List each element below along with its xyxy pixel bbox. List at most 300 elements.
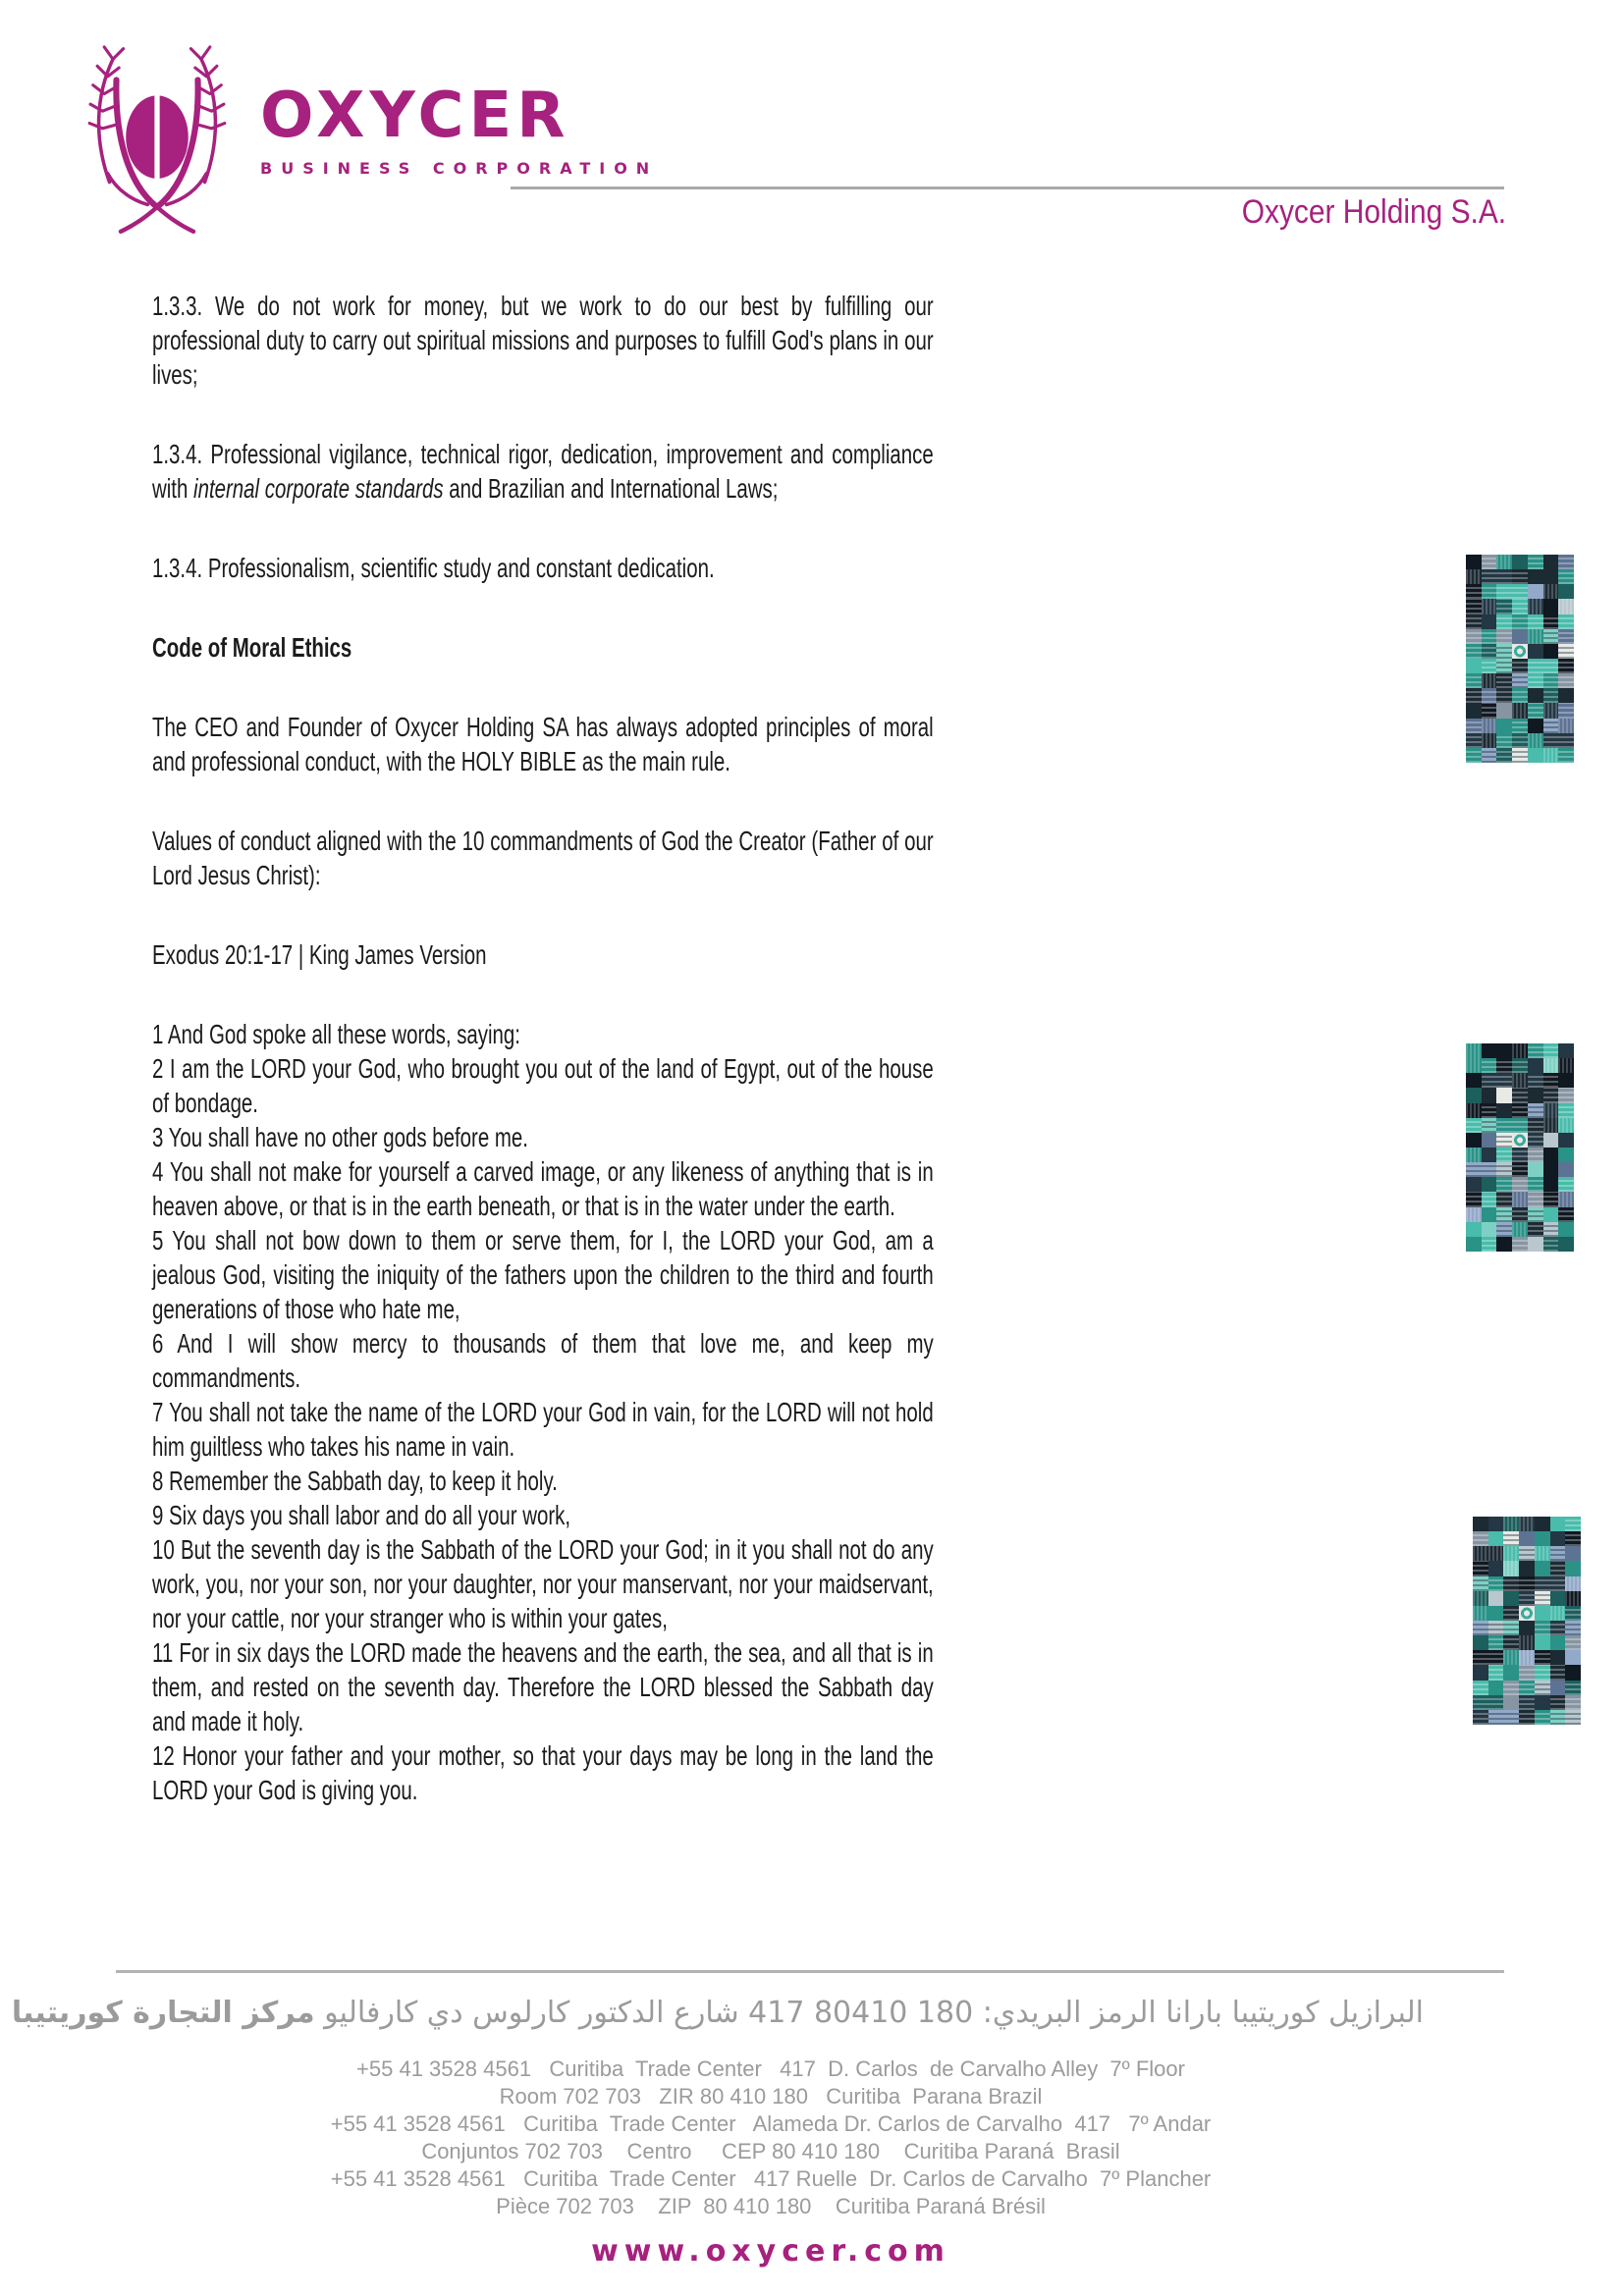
mosaic-tile (1543, 644, 1559, 659)
mosaic-tile (1473, 1546, 1488, 1561)
mosaic-tile (1466, 1177, 1482, 1192)
mosaic-tile (1488, 1635, 1504, 1650)
mosaic-tile (1482, 1088, 1497, 1102)
mosaic-tile (1488, 1665, 1504, 1680)
mosaic-tile (1466, 1043, 1482, 1058)
mosaic-tile (1550, 1621, 1566, 1635)
mosaic-tile (1550, 1606, 1566, 1621)
mosaic-tile (1488, 1517, 1504, 1531)
mosaic-tile (1488, 1695, 1504, 1710)
mosaic-tile (1550, 1591, 1566, 1606)
mosaic-tile (1519, 1561, 1535, 1575)
mosaic-tile (1503, 1650, 1519, 1665)
paragraph-exodus: Exodus 20:1-17 | King James Version (152, 939, 487, 970)
arabic-address-trade-center: مركز التجارة كوريتيبا (11, 1996, 315, 2030)
mosaic-tile (1535, 1606, 1550, 1621)
mosaic-tile (1466, 1207, 1482, 1222)
mosaic-tile (1543, 1088, 1559, 1102)
mosaic-tile (1482, 1222, 1497, 1237)
mosaic-tile (1496, 1237, 1512, 1252)
mosaic-tile (1565, 1635, 1581, 1650)
paragraph-ceo: The CEO and Founder of Oxycer Holding SA has always adopted principles of moral and professional conduct, with the HOLY BIBLE as the main rule. (152, 712, 934, 776)
verse-line-11: 11 For in six days the LORD made the heavens and the earth, the sea, and all that is in them, and rested on the seventh day. Therefore the LORD blessed the Sabbath day and made it holy. (152, 1637, 934, 1736)
mosaic-tile (1519, 1576, 1535, 1591)
mosaic-tile (1558, 555, 1574, 569)
mosaic-tile (1543, 599, 1559, 614)
mosaic-tile (1528, 584, 1543, 599)
mosaic-tile (1519, 1695, 1535, 1710)
mosaic-tile (1496, 584, 1512, 599)
mosaic-tile (1519, 1650, 1535, 1665)
mosaic-tile (1543, 569, 1559, 584)
mosaic-tile (1558, 748, 1574, 763)
website-link[interactable]: www.oxycer.com (591, 2234, 950, 2269)
mosaic-tile (1528, 1103, 1543, 1118)
mosaic-tile (1512, 1207, 1528, 1222)
mosaic-tile (1558, 1118, 1574, 1133)
mosaic-tile (1558, 659, 1574, 673)
mosaic-tile (1558, 1177, 1574, 1192)
mosaic-tile (1482, 569, 1497, 584)
mosaic-tile (1466, 629, 1482, 644)
verse-line-6: 6 And I will show mercy to thousands of them that love me, and keep my commandments. (152, 1328, 934, 1393)
mosaic-tile (1512, 1148, 1528, 1162)
wheat-crest-bean-icon (83, 33, 231, 236)
verse-line-5: 5 You shall not bow down to them or serve them, for I, the LORD your God, am a jealous God, visiting the iniquity of the fathers upon the children to the third and fourth generations of those who hate me, (152, 1225, 934, 1324)
mosaic-tile (1528, 599, 1543, 614)
mosaic-tile (1512, 629, 1528, 644)
mosaic-tile (1543, 555, 1559, 569)
mosaic-tile (1558, 1103, 1574, 1118)
mosaic-tile (1466, 1118, 1482, 1133)
mosaic-tile (1550, 1635, 1566, 1650)
mosaic-tile (1528, 703, 1543, 718)
mosaic-tile (1543, 748, 1559, 763)
mosaic-tile (1473, 1710, 1488, 1725)
mosaic-tile (1512, 644, 1528, 659)
mosaic-tile (1512, 733, 1528, 748)
mosaic-tile (1512, 1237, 1528, 1252)
mosaic-tile (1558, 629, 1574, 644)
mosaic-tile (1482, 1192, 1497, 1206)
mosaic-strip-image-2 (1466, 1043, 1574, 1252)
mosaic-tile (1473, 1650, 1488, 1665)
mosaic-tile (1482, 629, 1497, 644)
mosaic-tile (1543, 1133, 1559, 1148)
mosaic-tile (1558, 719, 1574, 733)
mosaic-tile (1519, 1710, 1535, 1725)
mosaic-tile (1488, 1621, 1504, 1635)
mosaic-tile (1550, 1710, 1566, 1725)
mosaic-tile (1482, 659, 1497, 673)
logo-word: OXYCER (260, 80, 570, 152)
mosaic-tile (1550, 1531, 1566, 1546)
mosaic-tile (1503, 1576, 1519, 1591)
mosaic-tile (1565, 1681, 1581, 1695)
mosaic-tile (1512, 1118, 1528, 1133)
mosaic-tile (1482, 1118, 1497, 1133)
mosaic-tile (1519, 1681, 1535, 1695)
address-line-fr-2: Pièce 702 703 ZIP 80 410 180 Curitiba Paraná Brésil (496, 2194, 1046, 2218)
mosaic-tile (1558, 1073, 1574, 1088)
mosaic-tile (1512, 719, 1528, 733)
mosaic-tile (1543, 1207, 1559, 1222)
mosaic-tile (1528, 1148, 1543, 1162)
mosaic-tile (1503, 1621, 1519, 1635)
mosaic-tile (1473, 1531, 1488, 1546)
mosaic-tile (1535, 1531, 1550, 1546)
mosaic-tile (1512, 1192, 1528, 1206)
mosaic-tile (1482, 1148, 1497, 1162)
mosaic-tile (1496, 614, 1512, 629)
mosaic-tile (1503, 1517, 1519, 1531)
mosaic-tile (1503, 1635, 1519, 1650)
mosaic-tile (1528, 644, 1543, 659)
mosaic-tile (1535, 1517, 1550, 1531)
mosaic-tile (1565, 1591, 1581, 1606)
mosaic-tile (1535, 1635, 1550, 1650)
mosaic-tile (1496, 1118, 1512, 1133)
mosaic-tile (1512, 703, 1528, 718)
mosaic-tile (1543, 629, 1559, 644)
mosaic-tile (1543, 719, 1559, 733)
mosaic-tile (1558, 688, 1574, 703)
mosaic-tile (1466, 1133, 1482, 1148)
verse-line-12: 12 Honor your father and your mother, so that your days may be long in the land the LORD your God is giving you. (152, 1740, 934, 1805)
mosaic-tile (1466, 1148, 1482, 1162)
mosaic-tile (1466, 1192, 1482, 1206)
mosaic-tile (1528, 748, 1543, 763)
mosaic-tile (1558, 644, 1574, 659)
company-name: Oxycer Holding S.A. (1241, 193, 1506, 231)
mosaic-tile (1473, 1517, 1488, 1531)
mosaic-tile (1558, 1148, 1574, 1162)
mosaic-tile (1482, 719, 1497, 733)
mosaic-tile (1512, 659, 1528, 673)
mosaic-tile (1558, 733, 1574, 748)
mosaic-tile (1519, 1517, 1535, 1531)
mosaic-tile (1558, 1222, 1574, 1237)
mosaic-tile (1482, 733, 1497, 748)
mosaic-tile (1565, 1531, 1581, 1546)
mosaic-tile (1528, 1207, 1543, 1222)
mosaic-tile (1466, 733, 1482, 748)
mosaic-tile (1550, 1665, 1566, 1680)
mosaic-tile (1543, 1222, 1559, 1237)
mosaic-tile (1535, 1621, 1550, 1635)
mosaic-tile (1466, 1162, 1482, 1177)
mosaic-tile (1482, 1133, 1497, 1148)
mosaic-tile (1482, 1237, 1497, 1252)
mosaic-tile (1482, 599, 1497, 614)
mosaic-tile (1543, 1058, 1559, 1073)
mosaic-tile (1512, 1177, 1528, 1192)
mosaic-tile (1496, 1073, 1512, 1088)
mosaic-tile (1528, 1118, 1543, 1133)
mosaic-tile (1482, 614, 1497, 629)
mosaic-tile (1550, 1681, 1566, 1695)
verse-line-2: 2 I am the LORD your God, who brought you out of the land of Egypt, out of the house of bondage. (152, 1053, 934, 1118)
mosaic-tile (1488, 1531, 1504, 1546)
mosaic-tile (1543, 688, 1559, 703)
mosaic-tile (1496, 555, 1512, 569)
mosaic-tile (1496, 629, 1512, 644)
paragraph-values: Values of conduct aligned with the 10 commandments of God the Creator (Father of our Lord Jesus Christ): (152, 826, 934, 890)
mosaic-tile (1466, 1058, 1482, 1073)
mosaic-tile (1565, 1561, 1581, 1575)
mosaic-tile (1528, 1043, 1543, 1058)
mosaic-tile (1482, 1043, 1497, 1058)
mosaic-tile (1482, 555, 1497, 569)
mosaic-tile (1535, 1546, 1550, 1561)
mosaic-tile (1535, 1665, 1550, 1680)
mosaic-tile (1550, 1546, 1566, 1561)
mosaic-tile (1528, 569, 1543, 584)
mosaic-tile (1528, 1162, 1543, 1177)
mosaic-tile (1496, 1222, 1512, 1237)
mosaic-tile (1565, 1665, 1581, 1680)
mosaic-tile (1473, 1621, 1488, 1635)
mosaic-tile (1466, 569, 1482, 584)
mosaic-tile (1503, 1591, 1519, 1606)
bible-verses (152, 1017, 934, 1807)
mosaic-tile (1496, 673, 1512, 688)
mosaic-tile (1482, 703, 1497, 718)
mosaic-tile (1512, 1133, 1528, 1148)
mosaic-tile (1558, 1133, 1574, 1148)
mosaic-tile (1488, 1591, 1504, 1606)
mosaic-tile (1528, 1073, 1543, 1088)
mosaic-tile (1519, 1635, 1535, 1650)
mosaic-tile (1558, 1058, 1574, 1073)
mosaic-tile (1466, 659, 1482, 673)
mosaic-tile (1565, 1517, 1581, 1531)
mosaic-tile (1543, 1192, 1559, 1206)
mosaic-tile (1512, 584, 1528, 599)
mosaic-strip-image-3 (1473, 1517, 1581, 1725)
mosaic-tile (1488, 1546, 1504, 1561)
mosaic-tile (1482, 1073, 1497, 1088)
verse-line-4: 4 You shall not make for yourself a carved image, or any likeness of anything that is in heaven above, or that is in the earth beneath, or that is in the water under the earth. (152, 1156, 934, 1221)
mosaic-tile (1565, 1621, 1581, 1635)
mosaic-tile (1488, 1606, 1504, 1621)
mosaic-tile (1543, 1043, 1559, 1058)
section-heading: Code of Moral Ethics (152, 632, 352, 663)
address-line-fr-1: +55 41 3528 4561 Curitiba Trade Center 417 Ruelle Dr. Carlos de Carvalho 7º Plancher (330, 2166, 1212, 2191)
mosaic-tile (1528, 629, 1543, 644)
mosaic-tile (1466, 1222, 1482, 1237)
mosaic-tile (1550, 1650, 1566, 1665)
mosaic-tile (1558, 1043, 1574, 1058)
mosaic-tile (1482, 1103, 1497, 1118)
mosaic-strip-image-1 (1466, 555, 1574, 763)
mosaic-tile (1543, 1103, 1559, 1118)
mosaic-tile (1512, 688, 1528, 703)
mosaic-tile (1482, 1162, 1497, 1177)
mosaic-tile (1496, 1043, 1512, 1058)
mosaic-tile (1543, 673, 1559, 688)
mosaic-tile (1466, 555, 1482, 569)
mosaic-tile (1496, 719, 1512, 733)
mosaic-tile (1473, 1681, 1488, 1695)
mosaic-tile (1496, 1058, 1512, 1073)
mosaic-tile (1528, 673, 1543, 688)
address-line-en-1: +55 41 3528 4561 Curitiba Trade Center 417 D. Carlos de Carvalho Alley 7º Floor (356, 2056, 1185, 2081)
mosaic-tile (1519, 1606, 1535, 1621)
mosaic-tile (1550, 1576, 1566, 1591)
mosaic-tile (1528, 1222, 1543, 1237)
mosaic-tile (1558, 584, 1574, 599)
mosaic-tile (1482, 1058, 1497, 1073)
mosaic-tile (1512, 1162, 1528, 1177)
mosaic-tile (1482, 1207, 1497, 1222)
mosaic-tile (1466, 584, 1482, 599)
paragraph-1-3-4-post: and Brazilian and International Laws; (443, 473, 779, 504)
mosaic-tile (1512, 569, 1528, 584)
mosaic-tile (1512, 1222, 1528, 1237)
verse-line-3: 3 You shall have no other gods before me. (152, 1122, 528, 1152)
mosaic-tile (1482, 748, 1497, 763)
mosaic-tile (1512, 599, 1528, 614)
mosaic-tile (1528, 659, 1543, 673)
mosaic-tile (1528, 1133, 1543, 1148)
mosaic-tile (1473, 1695, 1488, 1710)
paragraph-1-3-4-italic: internal corporate standards (193, 473, 444, 504)
mosaic-tile (1565, 1695, 1581, 1710)
mosaic-tile (1565, 1606, 1581, 1621)
mosaic-tile (1543, 584, 1559, 599)
mosaic-tile (1496, 1088, 1512, 1102)
mosaic-tile (1535, 1681, 1550, 1695)
mosaic-tile (1482, 644, 1497, 659)
mosaic-tile (1482, 1177, 1497, 1192)
mosaic-tile (1482, 688, 1497, 703)
mosaic-tile (1550, 1695, 1566, 1710)
mosaic-tile (1512, 748, 1528, 763)
logo-subword: BUSINESS CORPORATION (260, 159, 659, 178)
mosaic-tile (1512, 673, 1528, 688)
mosaic-tile (1535, 1561, 1550, 1575)
mosaic-tile (1558, 703, 1574, 718)
logo-wordmark (260, 80, 659, 178)
mosaic-tile (1512, 1043, 1528, 1058)
mosaic-tile (1519, 1546, 1535, 1561)
mosaic-tile (1488, 1710, 1504, 1725)
mosaic-tile (1512, 614, 1528, 629)
mosaic-tile (1528, 1088, 1543, 1102)
mosaic-tile (1543, 614, 1559, 629)
footer-divider (116, 1970, 1504, 1973)
address-line-pt-1: +55 41 3528 4561 Curitiba Trade Center Alameda Dr. Carlos de Carvalho 417 7º Andar (330, 2111, 1212, 2136)
document-body (152, 289, 934, 1807)
mosaic-tile (1543, 733, 1559, 748)
mosaic-tile (1473, 1665, 1488, 1680)
mosaic-tile (1466, 688, 1482, 703)
mosaic-tile (1496, 599, 1512, 614)
mosaic-tile (1496, 569, 1512, 584)
mosaic-tile (1473, 1606, 1488, 1621)
mosaic-tile (1496, 688, 1512, 703)
mosaic-tile (1503, 1561, 1519, 1575)
mosaic-tile (1558, 1237, 1574, 1252)
mosaic-tile (1535, 1650, 1550, 1665)
mosaic-tile (1550, 1561, 1566, 1575)
mosaic-tile (1503, 1681, 1519, 1695)
paragraph-1-3-4 (152, 437, 934, 506)
verse-line-8: 8 Remember the Sabbath day, to keep it holy. (152, 1466, 558, 1496)
mosaic-tile (1512, 1058, 1528, 1073)
verse-line-1: 1 And God spoke all these words, saying: (152, 1019, 520, 1049)
mosaic-tile (1496, 733, 1512, 748)
mosaic-tile (1535, 1710, 1550, 1725)
mosaic-tile (1482, 673, 1497, 688)
mosaic-tile (1565, 1710, 1581, 1725)
paragraph-1-3-3: 1.3.3. We do not work for money, but we work to do our best by fulfilling our professional duty to carry out spiritual missions and purposes to fulfill God's plans in our lives; (152, 291, 934, 390)
mosaic-tile (1503, 1695, 1519, 1710)
mosaic-tile (1496, 644, 1512, 659)
address-line-pt-2: Conjuntos 702 703 Centro CEP 80 410 180 Curitiba Paraná Brasil (421, 2139, 1120, 2163)
verse-line-7: 7 You shall not take the name of the LORD your God in vain, for the LORD will not hold him guiltless who takes his name in vain. (152, 1397, 934, 1462)
mosaic-tile (1503, 1546, 1519, 1561)
arabic-address-start: البرازيل كوريتيبا بارانا الرمز البريدي: (982, 1996, 1424, 2030)
mosaic-tile (1535, 1695, 1550, 1710)
verse-line-9: 9 Six days you shall labor and do all your work, (152, 1500, 571, 1530)
mosaic-tile (1543, 1162, 1559, 1177)
arabic-address-zip: 417 80410 180 (748, 1996, 974, 2030)
mosaic-tile (1528, 1192, 1543, 1206)
mosaic-tile (1496, 748, 1512, 763)
mosaic-tile (1488, 1681, 1504, 1695)
mosaic-tile (1558, 1162, 1574, 1177)
mosaic-tile (1496, 1177, 1512, 1192)
mosaic-tile (1528, 1177, 1543, 1192)
mosaic-tile (1496, 1207, 1512, 1222)
mosaic-tile (1519, 1591, 1535, 1606)
mosaic-tile (1543, 1177, 1559, 1192)
mosaic-tile (1466, 1103, 1482, 1118)
mosaic-tile (1482, 584, 1497, 599)
mosaic-tile (1528, 688, 1543, 703)
mosaic-tile (1528, 733, 1543, 748)
mosaic-tile (1466, 719, 1482, 733)
mosaic-tile (1558, 569, 1574, 584)
mosaic-tile (1488, 1561, 1504, 1575)
mosaic-tile (1466, 1237, 1482, 1252)
mosaic-tile (1496, 1148, 1512, 1162)
mosaic-tile (1558, 599, 1574, 614)
mosaic-tile (1565, 1546, 1581, 1561)
mosaic-tile (1496, 1162, 1512, 1177)
mosaic-tile (1528, 555, 1543, 569)
mosaic-tile (1466, 703, 1482, 718)
mosaic-tile (1543, 1073, 1559, 1088)
mosaic-tile (1543, 1148, 1559, 1162)
mosaic-tile (1473, 1576, 1488, 1591)
mosaic-tile (1535, 1591, 1550, 1606)
mosaic-tile (1519, 1665, 1535, 1680)
mosaic-tile (1466, 1073, 1482, 1088)
paragraph-1-3-4-pre: 1.3.4. Professional vigilance, technical rigor, dedication, improvement and compliance with (152, 439, 934, 504)
arabic-address-street: شارع الدكتور كارلوس دي كارفاليو (324, 1996, 739, 2030)
mosaic-tile (1512, 555, 1528, 569)
oxycer-logo (83, 33, 658, 236)
mosaic-tile (1488, 1576, 1504, 1591)
mosaic-tile (1528, 614, 1543, 629)
mosaic-tile (1558, 1192, 1574, 1206)
mosaic-tile (1496, 659, 1512, 673)
header-divider (511, 187, 1504, 189)
footer (11, 1991, 1424, 2269)
